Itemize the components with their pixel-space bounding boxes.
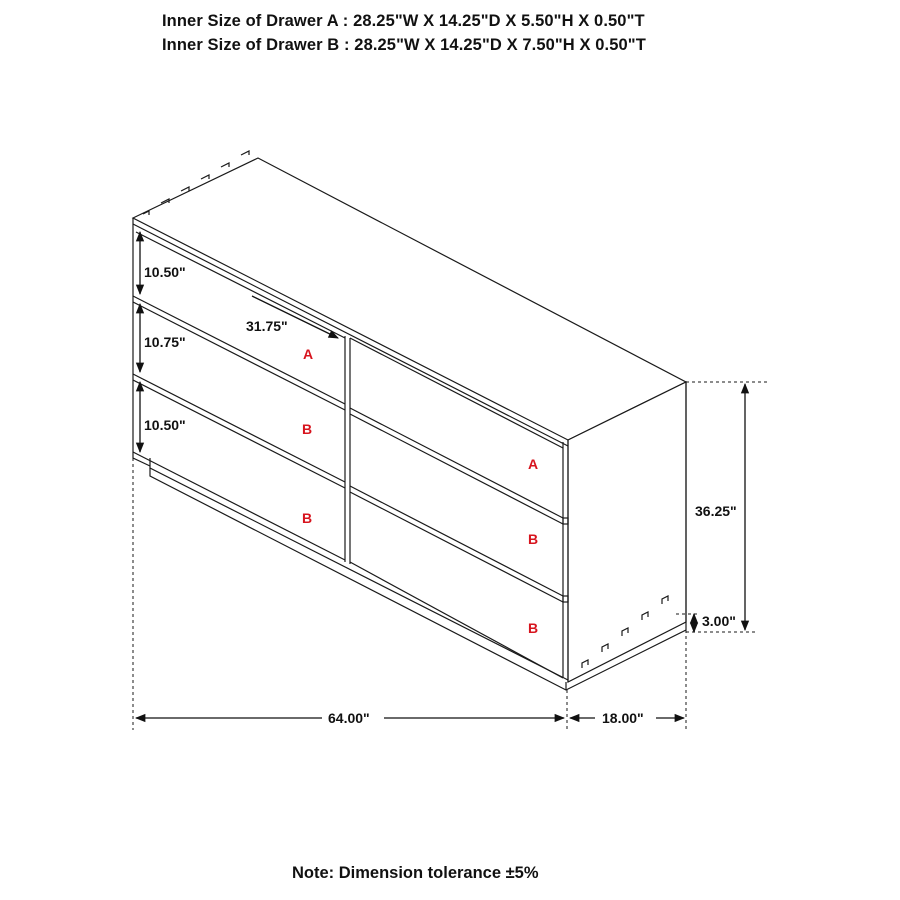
drawer-a-inner-size: Inner Size of Drawer A : 28.25"W X 14.25"D X 5.50"H X 0.50"T: [162, 12, 645, 30]
dim-middle-drawer-height: 10.75": [144, 334, 186, 350]
drawer-label-left-b-upper: B: [302, 421, 313, 437]
dresser-body: [133, 151, 686, 690]
drawer-label-right-a: A: [528, 456, 539, 472]
dim-base-height: 3.00": [702, 613, 736, 629]
drawer-label-left-b-lower: B: [302, 510, 313, 526]
drawer-b-inner-size: Inner Size of Drawer B : 28.25"W X 14.25"D X 7.50"H X 0.50"T: [162, 36, 646, 54]
dim-bottom-drawer-height: 10.50": [144, 417, 186, 433]
dim-total-height: 36.25": [695, 503, 737, 519]
dim-depth: 18.00": [602, 710, 644, 726]
drawer-label-right-b-bottom: B: [528, 620, 539, 636]
dim-total-width: 64.00": [328, 710, 370, 726]
tolerance-note: Note: Dimension tolerance ±5%: [292, 864, 539, 882]
drawer-label-right-b-middle: B: [528, 531, 539, 547]
drawer-label-left-a: A: [303, 346, 314, 362]
dim-top-drawer-height: 10.50": [144, 264, 186, 280]
dim-drawer-width: 31.75": [246, 318, 288, 334]
